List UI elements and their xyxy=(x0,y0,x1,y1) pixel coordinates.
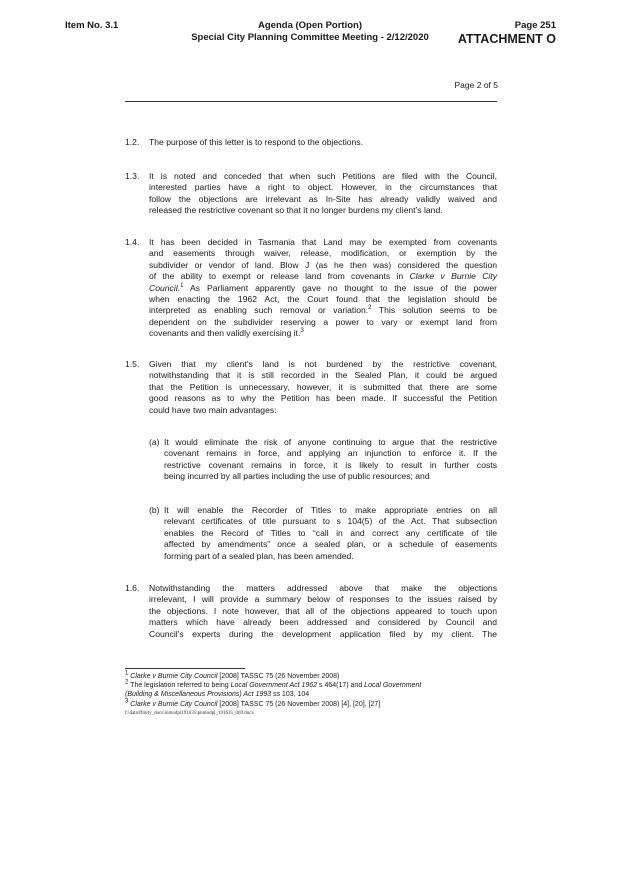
text-line: covenant remains in force, and applying an injunction to enforce it. If the xyxy=(164,448,497,459)
text-line: Notwithstanding the matters addressed above that make the objections xyxy=(149,583,497,593)
text-line: forming part of a sealed plan, has been amended. xyxy=(164,550,354,561)
page-of: Page 2 of 5 xyxy=(454,80,498,90)
paragraph-text xyxy=(149,359,497,416)
footnote-text: [2008] TASSC 75 (26 November 2008) [4], [20], [27] xyxy=(217,701,381,708)
text-span: As Parliament apparently gave no thought to the issue of the power xyxy=(183,282,497,293)
text-line: when enacting the 1962 Act, the Court found that the legislation should be xyxy=(149,294,497,305)
footnote-1 xyxy=(125,670,505,682)
subparagraph-text xyxy=(164,505,497,562)
text-line: subdivider or vendor of land. Blow J (as he then was) considered the question xyxy=(149,259,497,270)
text-line: follow the objections are irrelevant as In-Site has already validly waived and xyxy=(149,193,497,204)
footnote-3 xyxy=(125,698,505,710)
paragraph-text xyxy=(149,583,497,640)
footnote-ref-2[interactable]: 2 xyxy=(368,305,372,312)
file-path: f:\data\ffinity_docs\inmodpl191635\pnmodpl_191635_069.docx xyxy=(125,711,254,716)
paragraph-text xyxy=(149,237,497,340)
text-line: could have two main advantages: xyxy=(149,404,277,415)
case-name: Clarke v Burnie City Council xyxy=(130,701,218,708)
act-name: Local Government xyxy=(364,682,422,689)
paragraph-number: 1.5. xyxy=(125,359,140,369)
subparagraph-text xyxy=(164,437,497,483)
paragraph-number: 1.4. xyxy=(125,237,140,247)
paragraph-number: 1.6. xyxy=(125,583,140,593)
subparagraph-number: (a) xyxy=(149,437,160,447)
page-number: Page 251 xyxy=(514,20,556,31)
text-span: interpreted as enabling such removal or variation. xyxy=(149,305,369,316)
paragraph-number: 1.3. xyxy=(125,171,140,181)
paragraph-1-6 xyxy=(125,583,497,640)
text-line: the objections. I note however, that all of the objections appeared to touch upon xyxy=(149,605,497,616)
case-name: Council xyxy=(149,282,178,293)
paragraph-text xyxy=(149,137,497,148)
case-name: Clarke v Burnie City xyxy=(409,271,497,282)
paragraph-1-2 xyxy=(125,137,497,148)
subparagraph-number: (b) xyxy=(149,505,160,515)
paragraph-text xyxy=(149,171,497,217)
text-line: Given that my client’s land is not burdened by the restrictive covenant, xyxy=(149,359,497,369)
text-line xyxy=(149,305,497,316)
text-span: This solution seems to be xyxy=(371,305,497,316)
text-line: notwithstanding that it is still recorded in the Sealed Plan, it could be argued xyxy=(149,370,497,381)
act-name: Local Government Act 1962 xyxy=(230,682,318,689)
footnote-number: 3 xyxy=(125,698,129,705)
meeting-title: Special City Planning Committee Meeting - 2/12/2020 xyxy=(191,32,429,43)
text-line: Council’s experts during the development application filed by my client. The xyxy=(149,628,497,639)
text-line: Council.$^1$ As Parliament apparently gave no thought to the issue of the power xyxy=(149,282,497,293)
text-line: It is noted and conceded that when such Petitions are filed with the Council, xyxy=(149,171,497,181)
footnote-text: [2008] TASSC 75 (26 November 2008) xyxy=(217,673,340,680)
paragraph-1-4 xyxy=(125,237,497,340)
footnote-number: 1 xyxy=(125,670,129,677)
text-line: matters which have already been addressed and considered by Council and xyxy=(149,617,497,628)
paragraph-1-5 xyxy=(125,359,497,416)
text-line: restrictive covenant remains in force, it is likely to result in further costs xyxy=(164,459,497,470)
agenda-header xyxy=(150,20,470,44)
text-line: and easements through waiver, release, modification, or exemption by the xyxy=(149,248,497,259)
text-line: The purpose of this letter is to respond to the objections. xyxy=(149,137,364,147)
footnote-text: The legislation referred to being xyxy=(128,682,231,689)
text-line xyxy=(149,271,497,282)
page-header xyxy=(458,20,556,47)
footnote-number: 2 xyxy=(125,679,129,686)
text-line: irrelevant, I will provide a summary below of responses to the issues raised by xyxy=(149,594,497,605)
text-line: that the Petition is unnecessary, however, it is submitted that there are some xyxy=(149,381,497,392)
footnote-text: s 464(17) and xyxy=(317,682,365,689)
header-rule xyxy=(125,101,497,102)
agenda-title: Agenda (Open Portion) xyxy=(258,20,362,31)
text-line: dependent on the subdivider reserving a power to vary or exempt land from xyxy=(149,316,497,327)
text-line: It has been decided in Tasmania that Land may be exempted from covenants xyxy=(149,237,497,247)
text-line: It will enable the Recorder of Titles to make appropriate entries on all xyxy=(164,505,497,515)
text-line: interested parties have a right to object. However, in the circumstances that xyxy=(149,182,497,193)
text-line: relevant certificates of title pursuant to s 104(5) of the Act. That subsection xyxy=(164,516,497,527)
text-line: being incurred by all parties including the use of public resources; and xyxy=(164,471,430,482)
subparagraph-b xyxy=(149,505,497,562)
item-number: Item No. 3.1 xyxy=(65,20,119,31)
text-span: of the ability to exempt or release land from covenants in xyxy=(149,271,410,282)
paragraph-1-3 xyxy=(125,171,497,217)
text-line: affected by amendments” once a sealed plan, or a schedule of easements xyxy=(164,539,497,550)
text-line: It would eliminate the risk of anyone continuing to argue that the restrictive xyxy=(164,437,497,447)
act-name: (Building & Miscellaneous Provisions) Act 1993 xyxy=(125,690,272,698)
footnote-rule xyxy=(125,668,245,669)
footnote-ref-1[interactable]: 1 xyxy=(180,282,184,289)
subparagraph-a xyxy=(149,437,497,483)
text-span: covenants and then validly exercising it. xyxy=(149,328,301,339)
case-name: Clarke v Burnie City Council xyxy=(130,673,218,680)
text-line: good reasons as to why the Petition has been made. If successful the Petition xyxy=(149,393,497,404)
paragraph-number: 1.2. xyxy=(125,137,140,147)
text-line: enables the Record of Titles to “call in and correct any certificate of tile xyxy=(164,527,497,538)
attachment-label: ATTACHMENT O xyxy=(457,32,556,46)
footnote-2 xyxy=(125,679,505,699)
footnote-ref-3[interactable]: 3 xyxy=(300,328,304,335)
text-line: released the restrictive covenant so that it no longer burdens my client’s land. xyxy=(149,205,443,216)
text-line xyxy=(149,328,497,339)
footnote-text: ss 103, 104 xyxy=(271,690,310,698)
